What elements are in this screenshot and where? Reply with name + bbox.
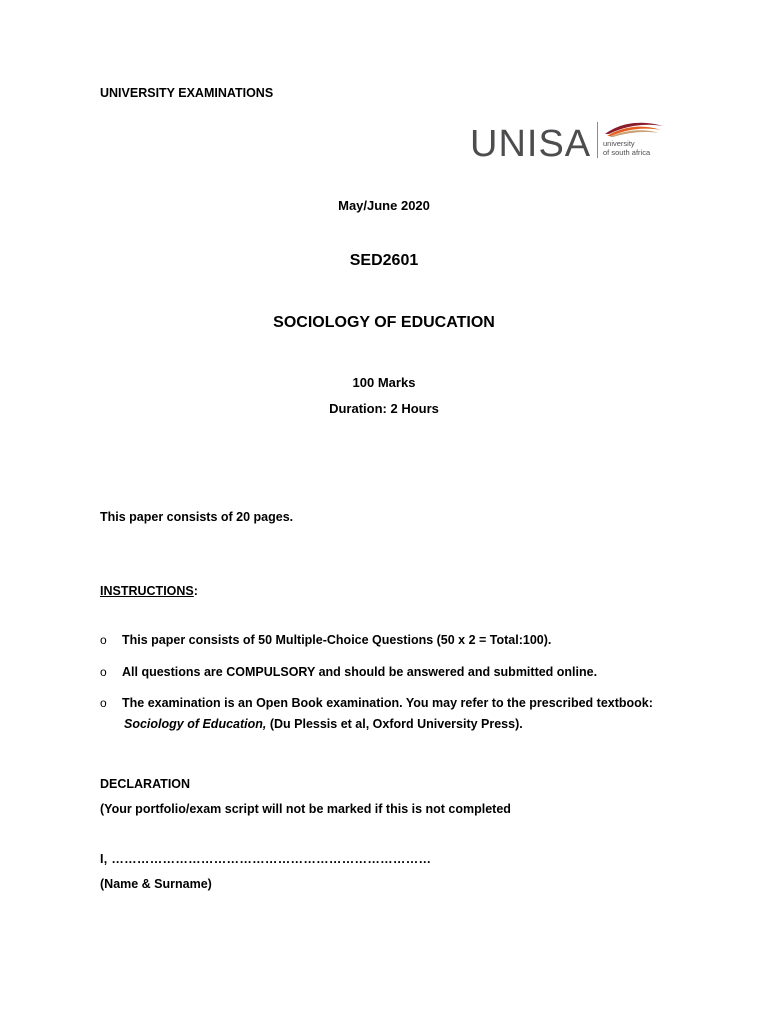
course-title: SOCIOLOGY OF EDUCATION bbox=[273, 314, 495, 331]
instructions-heading-colon: : bbox=[193, 584, 198, 598]
logo-wordmark: UNISA bbox=[470, 123, 592, 165]
course-code: SED2601 bbox=[349, 252, 419, 269]
name-surname-label: (Name & Surname) bbox=[100, 877, 212, 891]
logo-tagline-line1: university bbox=[603, 139, 635, 148]
declaration-note: (Your portfolio/exam script will not be marked if this is not completed bbox=[100, 802, 511, 816]
instruction-text: All questions are COMPULSORY and should be answered and submitted online. bbox=[122, 665, 598, 679]
declaration-heading: DECLARATION bbox=[100, 777, 191, 791]
page-count-note: This paper consists of 20 pages. bbox=[100, 510, 294, 524]
instructions-heading bbox=[100, 584, 198, 598]
instructions-heading-text: INSTRUCTIONS bbox=[100, 584, 194, 598]
bullet-icon: o bbox=[100, 633, 107, 647]
unisa-logo bbox=[470, 118, 670, 164]
exam-duration: Duration: 2 Hours bbox=[329, 401, 439, 416]
logo-swoosh-icon bbox=[603, 120, 665, 138]
logo-tagline bbox=[603, 139, 650, 157]
total-marks: 100 Marks bbox=[352, 375, 416, 390]
textbook-title: Sociology of Education, bbox=[124, 717, 267, 731]
signature-line: I, ………………………………………………………………… bbox=[100, 852, 432, 866]
bullet-icon: o bbox=[100, 665, 107, 679]
bullet-icon: o bbox=[100, 696, 107, 710]
instruction-text: The examination is an Open Book examination. You may refer to the prescribed textbook: bbox=[122, 696, 653, 710]
textbook-reference bbox=[124, 717, 523, 731]
logo-divider bbox=[597, 122, 598, 158]
exam-header: UNIVERSITY EXAMINATIONS bbox=[100, 86, 274, 100]
textbook-details: (Du Plessis et al, Oxford University Press). bbox=[266, 717, 523, 731]
instruction-text: This paper consists of 50 Multiple-Choice Questions (50 x 2 = Total:100). bbox=[122, 633, 552, 647]
logo-tagline-line2: of south africa bbox=[603, 148, 651, 157]
exam-date: May/June 2020 bbox=[338, 198, 430, 213]
